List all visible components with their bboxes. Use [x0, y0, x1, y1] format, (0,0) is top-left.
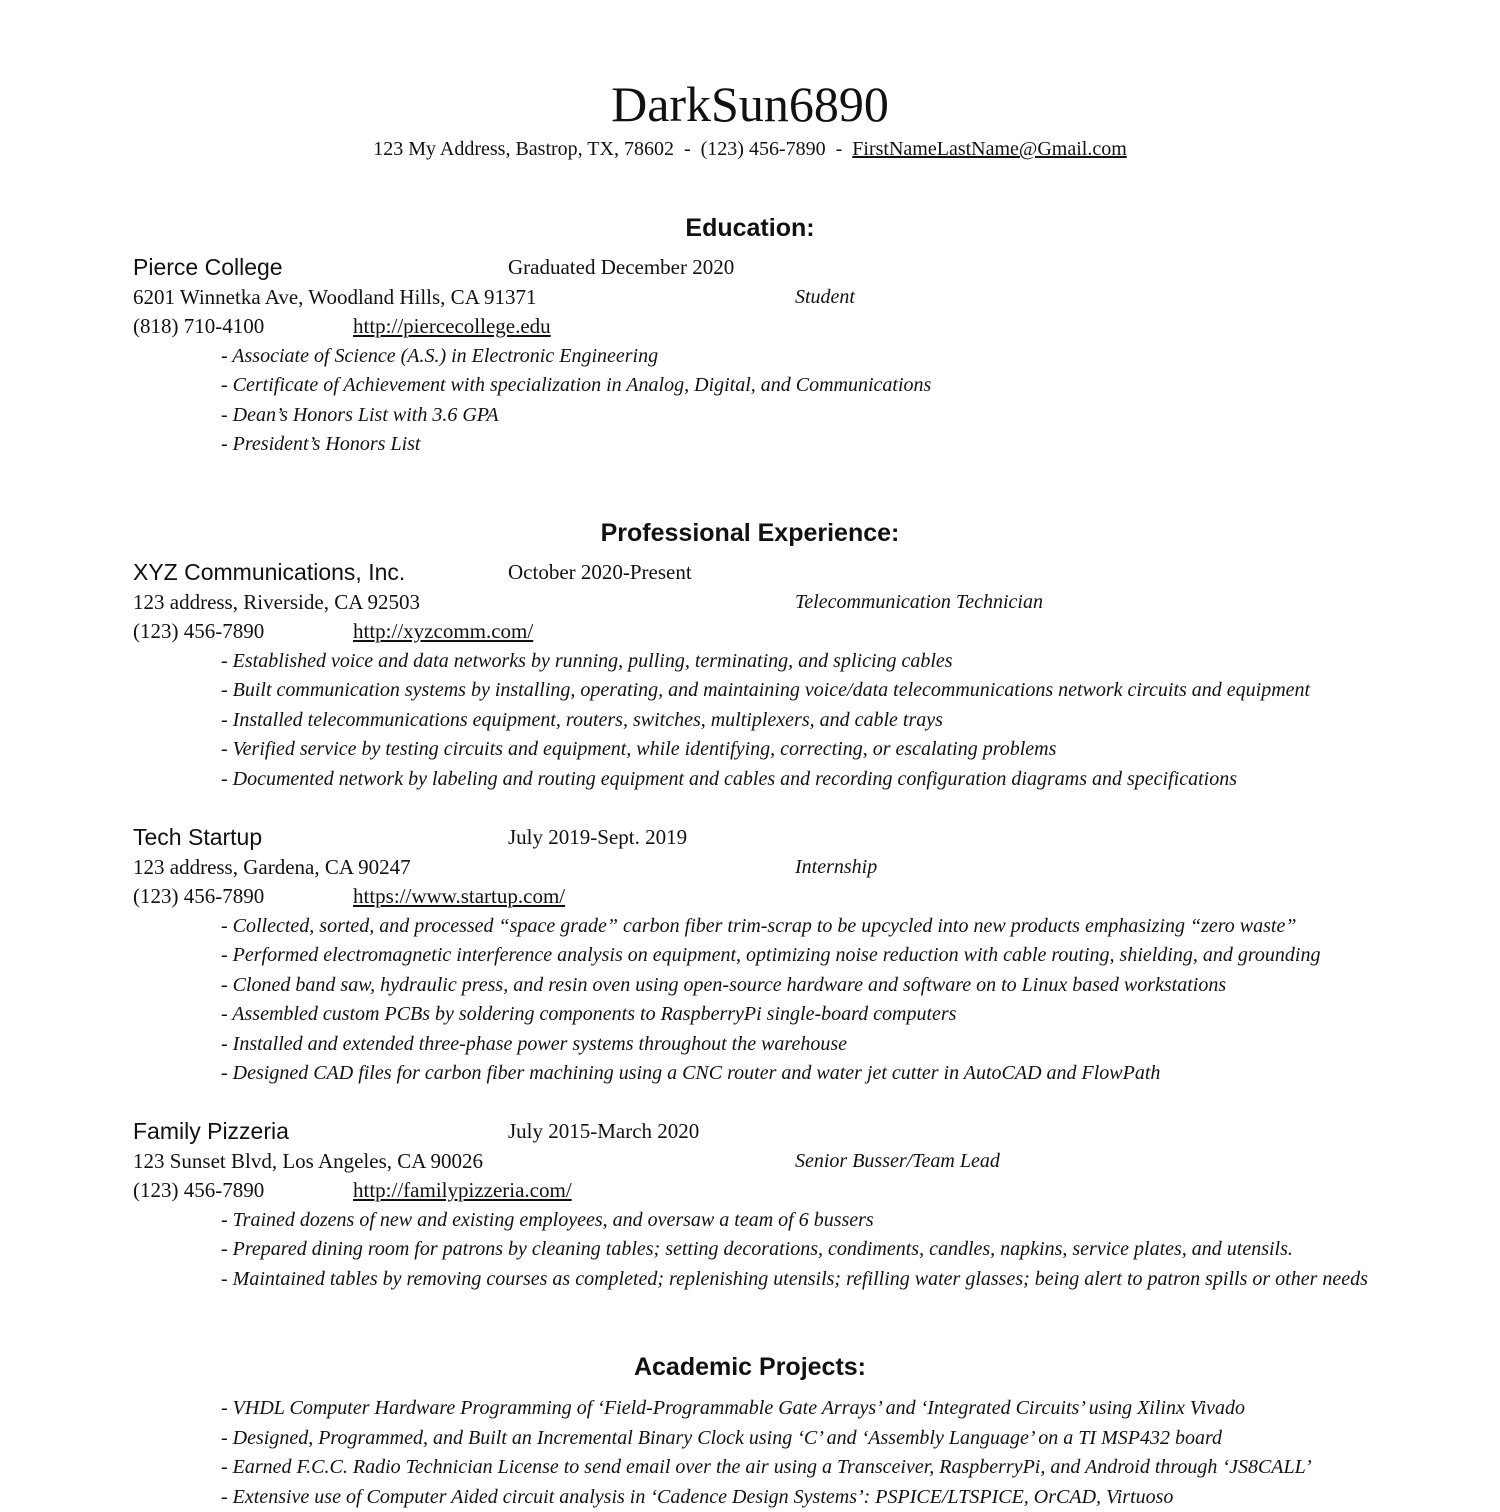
organization-name: Tech Startup	[133, 824, 263, 850]
bullet-item: - Documented network by labeling and routing equipment and cables and recording configuration diagrams and specifications	[221, 767, 1237, 790]
organization-website-link[interactable]: http://familypizzeria.com/	[353, 1178, 572, 1202]
bullet-item: - Dean’s Honors List with 3.6 GPA	[221, 403, 499, 426]
organization-address: 123 address, Riverside, CA 92503	[133, 589, 420, 614]
organization-address: 123 address, Gardena, CA 90247	[133, 854, 411, 879]
organization-phone: (123) 456-7890	[133, 1178, 265, 1202]
bullet-item: - Prepared dining room for patrons by cleaning tables; setting decorations, condiments, candles, napkins, service plates, and utensils.	[221, 1238, 1293, 1260]
project-bullet-item: - Earned F.C.C. Radio Technician License to send email over the air using a Transceiver, RaspberryPi, and Android through ‘JS8CALL’	[221, 1456, 1312, 1478]
bullet-item: - Established voice and data networks by running, pulling, terminating, and splicing cables	[221, 649, 953, 672]
organization-phone: (123) 456-7890	[133, 884, 265, 908]
contact-email-link[interactable]: FirstNameLastName@Gmail.com	[852, 138, 1127, 160]
bullet-item: - President’s Honors List	[221, 433, 421, 455]
bullet-item: - Assembled custom PCBs by soldering components to RaspberryPi single-board computers	[221, 1003, 957, 1025]
bullet-item: - Built communication systems by installing, operating, and maintaining voice/data telecommunications network circuits and equipment	[221, 679, 1311, 701]
role-title: Internship	[795, 855, 878, 878]
date-range: July 2019-Sept. 2019	[508, 825, 688, 849]
education-heading: Education:	[685, 214, 815, 242]
organization-address: 123 Sunset Blvd, Los Angeles, CA 90026	[133, 1148, 484, 1173]
date-range: July 2015-March 2020	[508, 1119, 700, 1143]
project-bullet-item: - Extensive use of Computer Aided circuit analysis in ‘Cadence Design Systems’: PSPICE/LTSPICE, OrCAD, Virtuoso	[221, 1485, 1174, 1508]
organization-name: XYZ Communications, Inc.	[133, 559, 406, 585]
separator: -	[835, 138, 843, 160]
organization-website-link[interactable]: https://www.startup.com/	[353, 884, 566, 908]
organization-website-link[interactable]: http://xyzcomm.com/	[353, 619, 534, 643]
bullet-item: - Installed and extended three-phase power systems throughout the warehouse	[221, 1032, 847, 1055]
date-range: Graduated December 2020	[508, 255, 735, 279]
contact-address: 123 My Address, Bastrop, TX, 78602	[373, 138, 674, 160]
projects-heading: Academic Projects:	[633, 1353, 867, 1381]
project-bullet-item: - VHDL Computer Hardware Programming of ‘Field-Programmable Gate Arrays’ and ‘Integrated Circuits’ using Xilinx Vivado	[221, 1397, 1245, 1419]
bullet-item: - Maintained tables by removing courses as completed; replenishing utensils; refilling water glasses; being alert to patron spills or other needs	[221, 1267, 1368, 1290]
contact-line	[0, 136, 1500, 162]
bullet-item: - Cloned band saw, hydraulic press, and resin oven using open-source hardware and software on to Linux based workstations	[221, 973, 1227, 996]
bullet-item: - Collected, sorted, and processed “space grade” carbon fiber trim-scrap to be upcycled into new products emphasizing “zero waste”	[221, 914, 1297, 937]
experience-heading: Professional Experience:	[600, 519, 900, 547]
role-title: Student	[795, 285, 855, 308]
date-range: October 2020-Present	[508, 560, 692, 584]
contact-phone: (123) 456-7890	[700, 138, 826, 160]
organization-website-link[interactable]: http://piercecollege.edu	[353, 314, 551, 338]
role-title: Senior Busser/Team Lead	[795, 1149, 1000, 1172]
applicant-name: DarkSun6890	[611, 76, 889, 132]
bullet-item: - Associate of Science (A.S.) in Electronic Engineering	[221, 344, 659, 367]
organization-name: Family Pizzeria	[133, 1118, 289, 1144]
bullet-item: - Installed telecommunications equipment, routers, switches, multiplexers, and cable trays	[221, 708, 943, 731]
organization-phone: (818) 710-4100	[133, 314, 265, 338]
bullet-item: - Verified service by testing circuits and equipment, while identifying, correcting, or escalating problems	[221, 738, 1057, 760]
bullet-item: - Certificate of Achievement with specialization in Analog, Digital, and Communications	[221, 374, 932, 396]
organization-address: 6201 Winnetka Ave, Woodland Hills, CA 91371	[133, 284, 537, 309]
organization-phone: (123) 456-7890	[133, 619, 265, 643]
bullet-item: - Designed CAD files for carbon fiber machining using a CNC router and water jet cutter in AutoCAD and FlowPath	[221, 1062, 1161, 1084]
role-title: Telecommunication Technician	[795, 590, 1043, 613]
separator: -	[683, 138, 691, 160]
organization-name: Pierce College	[133, 254, 283, 280]
bullet-item: - Trained dozens of new and existing employees, and oversaw a team of 6 bussers	[221, 1208, 874, 1231]
bullet-item: - Performed electromagnetic interference analysis on equipment, optimizing noise reduction with cable routing, shielding, and grounding	[221, 944, 1321, 966]
project-bullet-item: - Designed, Programmed, and Built an Incremental Binary Clock using ‘C’ and ‘Assembly Language’ on a TI MSP432 board	[221, 1426, 1222, 1449]
